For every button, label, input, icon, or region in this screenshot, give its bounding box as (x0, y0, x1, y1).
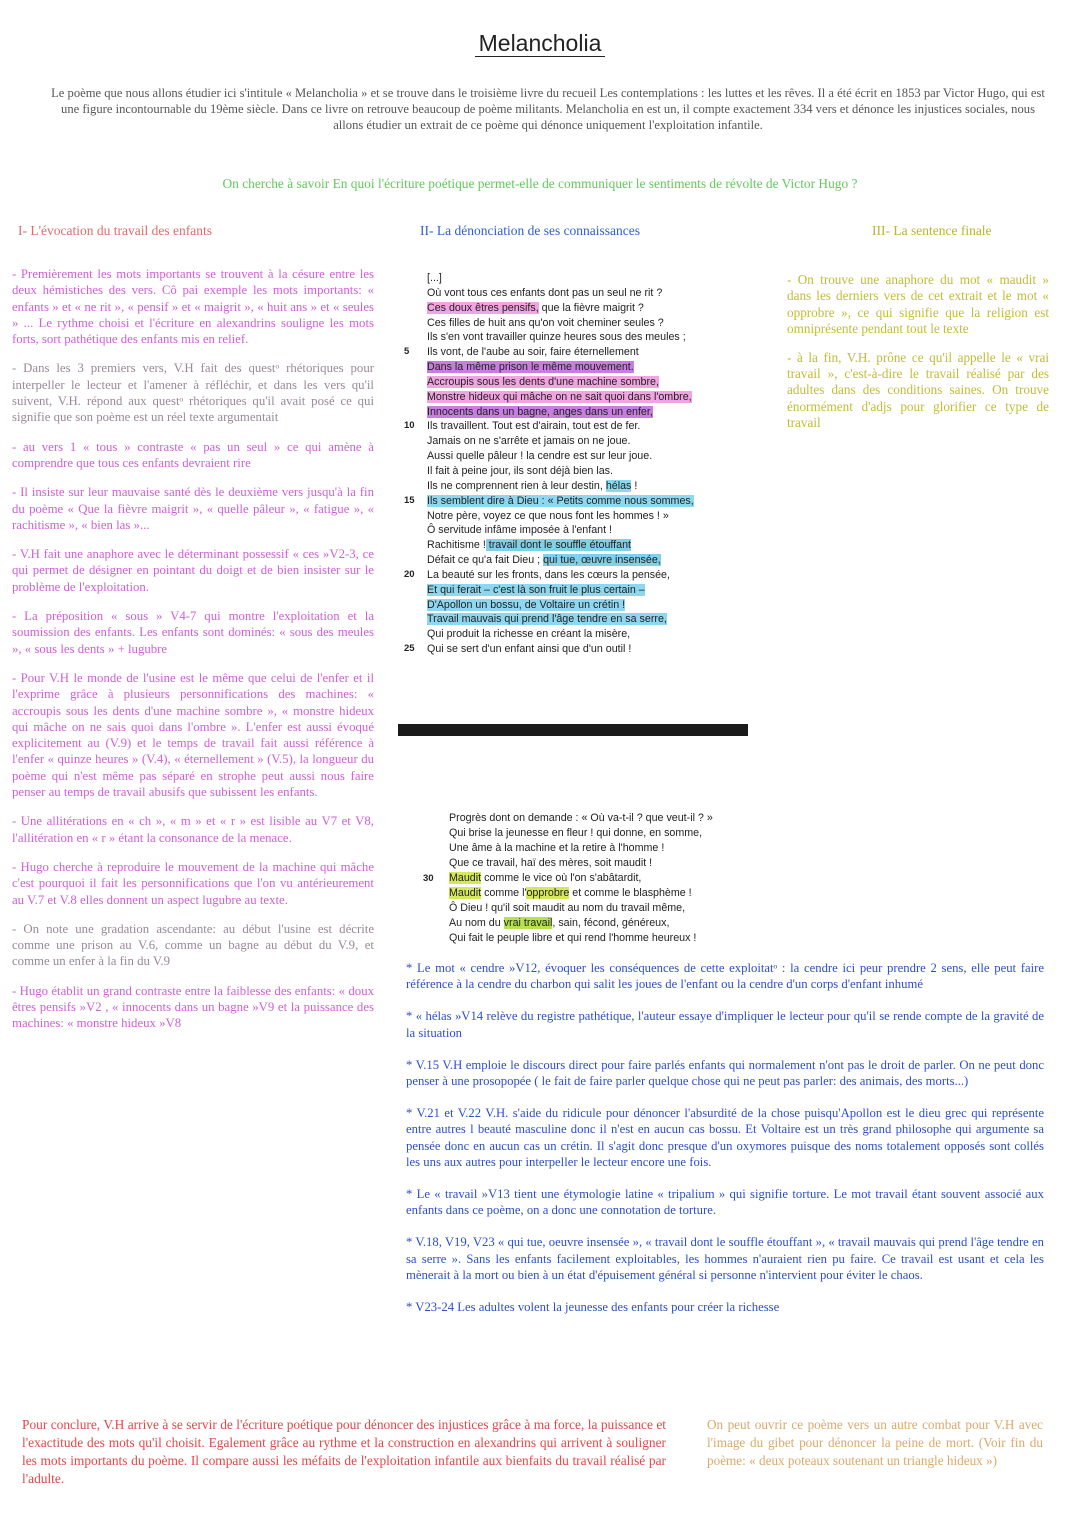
poem-excerpt (398, 271, 778, 657)
highlight-blue: D'Apollon un bossu, de Voltaire un crétin ! (427, 598, 626, 611)
analysis-paragraph: - Dans les 3 premiers vers, V.H fait des questᵒ rhétoriques pour interpeller le lecteur et l'amener à réfléchir, et dans les vers qu'il suivent, V.H. répond aux questᵒ rhétoriques qu'il avait posé ce qui signifie que son poème est un réel texte argumentait (12, 361, 374, 425)
poem-line: Notre père, voyez ce que nous font les hommes ! » (427, 509, 669, 522)
analysis-paragraph: - La préposition « sous » V4-7 qui montre l'exploitation et la soumission des enfants. Les enfants sont dominés: « sous des meules », « sous les dents » + lugubre (12, 609, 374, 656)
poem-line-text: La beauté sur les fronts, dans les cœurs la pensée, (427, 568, 670, 581)
analysis-paragraph: - Une allitérations en « ch », « m » et « r » est lisible au V7 et V8, l'allitération en « r » étant la consonance de la menace. (12, 814, 374, 845)
poem-line (398, 642, 778, 657)
highlight-blue: Ils semblent dire à Dieu : « Petits comme nous sommes, (427, 494, 694, 507)
highlight-pink: Ces doux êtres pensifs, (427, 301, 539, 314)
poem-line-text: Rachitisme ! (427, 539, 486, 552)
highlight-blue: hélas (605, 479, 632, 492)
poem-line (398, 419, 778, 434)
poem-line (398, 375, 778, 390)
poem-line (398, 360, 778, 375)
note-item: * V.15 V.H emploie le discours direct pour faire parlés enfants qui normalement n'ont pas le droit de parler. On ne peut donc penser à une prosopopée ( le fait de faire parler quelque chose qui ne peut pas parler: des animais, des morts...) (406, 1057, 1044, 1089)
note-item: * Le « travail »V13 tient une étymologie latine « tripalium » qui signifie torture. Le mot travail étant souvent associé aux enfants dans ce poème, on a donc une connotation de torture. (406, 1187, 1044, 1218)
line-number: 10 (404, 420, 415, 432)
note-item: * V.21 et V.22 V.H. s'aide du ridicule pour dénoncer l'absurdité de la chose puisqu'Apollon est le dieu grec qui représente entre autres l beauté masculine donc il n'est en aucun cas bossu. Et Voltaire est un très grand philosophe qui argumente sa pensée donc en aucun cas un crétin. Il s'agit donc presque d'un oxymores puisque des noms totalement opposés sont collés les uns aux autres pour interpeller le lecteur encore une fois. (406, 1106, 1044, 1169)
poem-line: Ô Dieu ! qu'il soit maudit au nom du travail même, (449, 902, 686, 914)
poem-line-text: comme le vice où l'on s'abâtardit, (481, 872, 642, 884)
poem-line-text: Défait ce qu'a fait Dieu ; (427, 554, 544, 567)
introduction-paragraph: Le poème que nous allons étudier ici s'intitule « Melancholia » et se trouve dans le troisième livre du recueil Les contemplations : les luttes et les rêves. Il a été écrit en 1853 par Victor Hugo, qui est une figure incontournable du 19ème siècle. Dans ce livre on retrouve beaucoup de poème militants. Melancholia en est un, il compte exactement 334 vers et dénonce les injustices sociales, nous allons étudier un extrait de ce poème qui dénonce uniquement l'exploitation infantile. (51, 86, 1045, 132)
highlight-blue: Travail mauvais qui prend l'âge tendre en sa serre, (427, 613, 667, 626)
poem-line (420, 886, 780, 901)
poem-line: Ces filles de huit ans qu'on voit cheminer seules ? (427, 316, 664, 329)
poem-line-text: Au nom du (449, 917, 504, 929)
poem-line-text: Ils ne comprennent rien à leur destin, (427, 479, 606, 492)
poem-line (398, 553, 778, 568)
analysis-paragraph: - V.H fait une anaphore avec le déterminant possessif « ces »V2-3, ce qui permet de désigner en pointant du doigt et de bien insister sur le problème de l'exploitation. (12, 547, 374, 594)
divider-bar (398, 724, 748, 736)
poem-line (398, 479, 778, 494)
poem-line (398, 612, 778, 627)
page-title: Melancholia (0, 30, 1080, 57)
poem-excerpt-end (420, 811, 780, 946)
line-number: 20 (404, 568, 415, 580)
right-analysis-column (787, 272, 1049, 444)
analysis-paragraph: - Premièrement les mots importants se trouvent à la césure entre les deux hémistiches des vers. Cô pai exemple les mots importants: « enfants » et « ne rit », « pensif » et « maigrit », « huit ans » et « seules » ... Le rythme choisi et l'écriture en alexandrins souligne les mots forts, sort pathétique des enfants mis en relief. (12, 267, 374, 347)
poem-line (398, 538, 778, 553)
poem-line: Ô servitude infâme imposée à l'enfant ! (427, 524, 613, 537)
poem-line: Qui fait le peuple libre et qui rend l'homme heureux ! (449, 932, 697, 944)
opening-paragraph: On peut ouvrir ce poème vers un autre combat pour V.H avec l'image du gibet pour dénoncer la peine de mort. (Voir fin du poème: « deux poteaux soutenant un triangle hideux ») (707, 1417, 1043, 1468)
annotation-notes (406, 960, 1044, 1331)
analysis-paragraph: - On trouve une anaphore du mot « maudit » dans les derniers vers de cet extrait et le mot « opprobre », ce qui signifie que la religion est omniprésente pendant tout le texte (787, 272, 1049, 337)
poem-line (398, 405, 778, 420)
highlight-purple: Innocents dans un bagne, anges dans un enfer, (427, 405, 653, 418)
poem-line: Où vont tous ces enfants dont pas un seul ne rit ? (427, 286, 663, 299)
poem-line (398, 583, 778, 598)
analysis-paragraph: - Hugo établit un grand contraste entre la faiblesse des enfants: « doux êtres pensifs »V2 , « innocents dans un bagne »V9 et la puissance des machines: « monstre hideux »V8 (12, 983, 374, 1031)
highlight-green: Maudit (449, 872, 482, 884)
line-number: 5 (404, 346, 410, 358)
poem-line-text: comme l' (481, 887, 527, 899)
poem-line (420, 916, 780, 931)
conclusion-paragraph: Pour conclure, V.H arrive à se servir de l'écriture poétique pour dénoncer des injustices grâce à ma force, la puissance et l'exactitude des mots qu'il choisit. Egalement grâce au rythme et la construction en alexandrins qui arrivent à souligner les mots importants du poème. Il compare aussi les méfaits de l'exploitation infantile aux bienfaits du travail réalisé par l'adulte. (22, 1417, 666, 1486)
poem-line-text: que la fièvre maigrit ? (538, 301, 644, 314)
section-heading-three: III- La sentence finale (872, 223, 992, 238)
poem-line: Aussi quelle pâleur ! la cendre est sur leur joue. (427, 450, 653, 463)
left-analysis-column (12, 266, 374, 1045)
note-item: * V.18, V19, V23 « qui tue, oeuvre insensée », « travail dont le souffle étouffant », « travail mauvais qui prend l'âge tendre en sa serre ». Sans les enfants facilement exploitables, les hommes n'auraient rien pu faire. Ce travail est usant et cela les mènerait à la mort ou bien à un état d'épuisement général si personne n'intervient pour éviter le chaos. (406, 1235, 1044, 1282)
analysis-paragraph: - Il insiste sur leur mauvaise santé dès le deuxième vers jusqu'à la fin du poème « Que la fièvre maigrit », « quelle pâleur », « fatigue », « rachitisme », « bien las »... (12, 485, 374, 532)
poem-line: Il fait à peine jour, ils sont déjà bien las. (427, 464, 613, 477)
line-number: 25 (404, 643, 415, 655)
poem-line: Qui produit la richesse en créant la misère, (427, 628, 631, 641)
analysis-paragraph: - au vers 1 « tous » contraste « pas un seul » ce qui amène à comprendre que tous ces enfants devraient rire (12, 439, 374, 470)
highlight-purple: Dans la même prison le même mouvement. (427, 361, 634, 374)
poem-line-text: et comme le blasphème ! (569, 887, 692, 899)
note-item: * « hélas »V14 relève du registre pathétique, l'auteur essaye d'impliquer le lecteur pour qu'il se rende compte de la gravité de la situation (406, 1009, 1044, 1040)
poem-line-text: , sain, fécond, généreux, (552, 917, 670, 929)
poem-line: Progrès dont on demande : « Où va-t-il ? que veut-il ? » (449, 812, 713, 824)
poem-line: Que ce travail, haï des mères, soit maudit ! (449, 857, 653, 869)
poem-line-text: Ils vont, de l'aube au soir, faire éternellement (427, 346, 639, 359)
line-number: 30 (423, 873, 434, 884)
poem-line: [...] (427, 272, 442, 284)
analysis-paragraph: - Pour V.H le monde de l'usine est le même que celui de l'enfer et il l'exprime grâce à plusieurs personnifications des machines: « accroupis sous les dents d'une machine sombre », « monstre hideux qui mâche on ne sais quoi dans l'ombre ». L'enfer est aussi évoqué explicitement au (V.9) et le temps de travail fait aussi référence à l'enfer « quinze heures » (V.4), « éternellement » (V.5), la longueur du poème qui n'est même pas séparé en strophe peut aussi nous faire penser au temps de travail abusifs que subissent les enfants. (12, 670, 374, 800)
poem-line (398, 598, 778, 613)
highlight-pink: Monstre hideux qui mâche on ne sait quoi dans l'ombre, (427, 390, 692, 403)
highlight-pink: Accroupis sous les dents d'une machine sombre, (427, 375, 659, 388)
highlight-blue: qui tue, œuvre insensée, (543, 554, 661, 567)
highlight-blue: travail dont le souffle étouffant (485, 539, 631, 552)
analysis-paragraph: - à la fin, V.H. prône ce qu'il appelle le « vrai travail », c'est-à-dire le travail réalisé par des adultes dans des conditions saines. On trouve énormément d'adjs pour glorifier ce type de travail (787, 349, 1049, 431)
poem-line-text: ! (631, 479, 638, 492)
poem-line: Ils s'en vont travailler quinze heures sous des meules ; (427, 331, 686, 344)
analysis-paragraph: - Hugo cherche à reproduire le mouvement de la machine qui mâche c'est pourquoi il fait les personnifications que l'on vu antérieurement au V.7 et V.8 elles donnent un aspect lugubre au texte. (12, 859, 374, 907)
section-heading-one: I- L'évocation du travail des enfants (18, 223, 212, 238)
poem-line: Une âme à la machine et la retire à l'homme ! (449, 842, 665, 854)
highlight-green: Maudit (449, 887, 482, 899)
poem-line: Jamais on ne s'arrête et jamais on ne joue. (427, 435, 631, 448)
poem-line (398, 568, 778, 583)
note-item: * V23-24 Les adultes volent la jeunesse des enfants pour créer la richesse (406, 1300, 780, 1315)
analysis-paragraph: - On note une gradation ascendante: au début l'usine est décrite comme une prison au V.6, comme un bagne au début du V.9, et comme un enfer à la fin du V.9 (12, 921, 374, 969)
poem-line (420, 871, 780, 886)
section-heading-two: II- La dénonciation de ses connaissances (420, 223, 641, 238)
highlight-green: opprobre (526, 887, 570, 899)
poem-line (398, 494, 778, 509)
note-item: * Le mot « cendre »V12, évoquer les conséquences de cette exploitatᵒ : la cendre ici peur prendre 2 sens, elle peut faire référence à la cendre du charbon qui salit les joues de l'enfant ou la cendre d'un corps d'enfant inhumé (406, 961, 1044, 992)
poem-line-text: Qui se sert d'un enfant ainsi que d'un outil ! (427, 643, 632, 656)
highlight-green: vrai travail (503, 917, 553, 929)
line-number: 15 (404, 494, 415, 506)
poem-line (398, 345, 778, 360)
highlight-blue: Et qui ferait – c'est là son fruit le plus certain – (427, 583, 645, 596)
poem-line (398, 390, 778, 405)
poem-line (398, 301, 778, 316)
poem-line: Qui brise la jeunesse en fleur ! qui donne, en somme, (449, 827, 703, 839)
problematic-question: On cherche à savoir En quoi l'écriture poétique permet-elle de communiquer le sentiments de révolte de Victor Hugo ? (222, 176, 858, 191)
poem-line-text: Ils travaillent. Tout est d'airain, tout est de fer. (427, 420, 641, 433)
